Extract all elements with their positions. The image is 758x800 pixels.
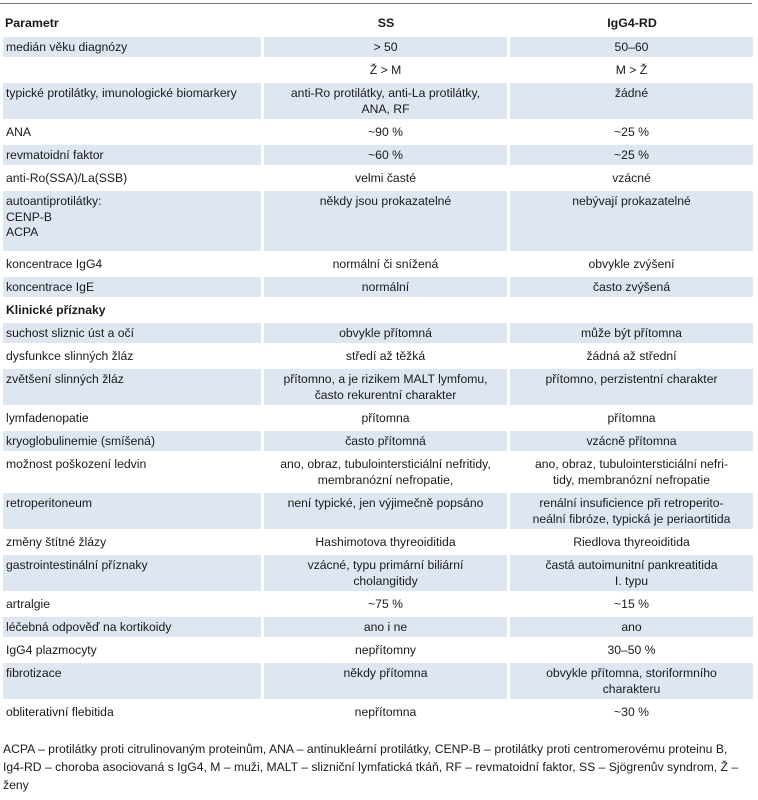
table-row bbox=[3, 277, 750, 297]
cell-ss: není typické, jen výjimečně popsáno bbox=[264, 493, 507, 529]
cell-igg4-rd: častá autoimunitní pankreatitida I. typu bbox=[510, 555, 753, 591]
cell-parametr: lymfadenopatie bbox=[6, 411, 89, 425]
cell-ss: přítomna bbox=[361, 411, 410, 425]
cell-ss: velmi časté bbox=[355, 171, 416, 185]
cell-parametr: medián věku diagnózy bbox=[3, 37, 261, 57]
cell-parametr: zvětšení slinných žláz bbox=[3, 369, 261, 405]
table-top-rule bbox=[0, 3, 752, 4]
column-header-parametr: Parametr bbox=[5, 16, 59, 30]
cell-ss: někdy přítomna bbox=[264, 663, 507, 699]
table-row bbox=[3, 254, 750, 274]
cell-parametr: fibrotizace bbox=[3, 663, 261, 699]
cell-parametr: retroperitoneum bbox=[3, 493, 261, 529]
table-row bbox=[3, 640, 750, 660]
cell-parametr: ANA bbox=[6, 125, 32, 139]
cell-igg4-rd: ano bbox=[510, 617, 753, 637]
cell-igg4-rd: Riedlova thyreoiditida bbox=[573, 535, 690, 549]
cell-ss: obvykle přítomná bbox=[264, 323, 507, 343]
cell-igg4-rd: ~30 % bbox=[614, 705, 649, 719]
table-row bbox=[3, 83, 750, 119]
cell-parametr: anti-Ro(SSA)/La(SSB) bbox=[6, 171, 128, 185]
cell-parametr: suchost sliznic úst a očí bbox=[3, 323, 261, 343]
table-row bbox=[3, 168, 750, 188]
cell-igg4-rd: 50–60 bbox=[510, 37, 753, 57]
cell-parametr: obliterativní flebitida bbox=[6, 705, 114, 719]
table-row bbox=[3, 493, 750, 529]
column-header-igg4-rd: IgG4-RD bbox=[607, 16, 657, 30]
cell-ss: vzácné, typu primární biliární cholangitidy bbox=[264, 555, 507, 591]
table-row bbox=[3, 37, 750, 57]
cell-parametr: koncentrace IgE bbox=[3, 277, 261, 297]
table-row bbox=[3, 702, 750, 722]
cell-ss: normální bbox=[264, 277, 507, 297]
cell-igg4-rd: 30–50 % bbox=[607, 643, 656, 657]
cell-ss: Ž > M bbox=[369, 63, 402, 77]
cell-igg4-rd: ~25 % bbox=[614, 125, 649, 139]
cell-ss: ano i ne bbox=[264, 617, 507, 637]
cell-ss: Hashimotova thyreoiditida bbox=[315, 535, 456, 549]
cell-parametr: koncentrace IgG4 bbox=[6, 257, 103, 271]
cell-ss: často přítomná bbox=[264, 431, 507, 451]
section-row bbox=[3, 300, 750, 320]
cell-igg4-rd: přítomna bbox=[607, 411, 656, 425]
cell-igg4-rd: ano, obraz, tubulointersticiální nefri- tidy, membranózní nefropatie bbox=[534, 457, 729, 487]
cell-igg4-rd: obvykle zvýšení bbox=[588, 257, 675, 271]
cell-ss: > 50 bbox=[264, 37, 507, 57]
cell-parametr: léčebná odpověď na kortikoidy bbox=[3, 617, 261, 637]
cell-igg4-rd: M > Ž bbox=[615, 63, 648, 77]
cell-igg4-rd: renální insuficience při retroperito- neální fibróze, typická je periaortitida bbox=[510, 493, 753, 529]
cell-parametr: možnost poškození ledvin bbox=[6, 457, 147, 471]
cell-parametr: dysfunkce slinných žláz bbox=[6, 349, 134, 363]
cell-ss bbox=[264, 300, 507, 320]
cell-parametr: Klinické příznaky bbox=[6, 303, 106, 317]
table-footnote: ACPA – protilátky proti citrulinovaným proteinům, ANA – antinukleární protilátky, CENP-B – protilátky proti centromerovému proteinu B, Ig4-RD – choroba asociovaná s IgG4, M – muži, MALT – slizniční lymfatická tkáň, RF – revmatoidní faktor, SS – Sjögrenův syndrom, Ž – ženy bbox=[3, 742, 739, 792]
cell-parametr: kryoglobulinemie (smíšená) bbox=[3, 431, 261, 451]
cell-igg4-rd: žádná až střední bbox=[586, 349, 677, 363]
cell-ss: normální či snížená bbox=[332, 257, 439, 271]
cell-parametr: typické protilátky, imunologické biomarkery bbox=[3, 83, 261, 119]
table-row bbox=[3, 617, 750, 637]
cell-ss: středí až těžká bbox=[345, 349, 426, 363]
table-row bbox=[3, 594, 750, 614]
table-row bbox=[3, 191, 750, 251]
cell-igg4-rd: ~25 % bbox=[510, 145, 753, 165]
cell-ss: ~90 % bbox=[368, 125, 403, 139]
column-header-ss: SS bbox=[377, 16, 395, 30]
table-header bbox=[3, 12, 750, 34]
cell-igg4-rd: žádné bbox=[510, 83, 753, 119]
cell-parametr: revmatoidní faktor bbox=[3, 145, 261, 165]
cell-igg4-rd: přítomno, perzistentní charakter bbox=[510, 369, 753, 405]
cell-igg4-rd: ~15 % bbox=[614, 597, 649, 611]
table-row bbox=[3, 663, 750, 699]
cell-igg4-rd bbox=[510, 300, 753, 320]
table-row bbox=[3, 369, 750, 405]
table-row bbox=[3, 431, 750, 451]
table-row bbox=[3, 323, 750, 343]
cell-ss: ~75 % bbox=[368, 597, 403, 611]
cell-parametr: autoantiprotilátky: CENP-B ACPA bbox=[3, 191, 261, 251]
cell-ss: někdy jsou prokazatelné bbox=[264, 191, 507, 251]
table-row bbox=[3, 532, 750, 552]
cell-igg4-rd: obvykle přítomna, storiformního charakteru bbox=[510, 663, 753, 699]
cell-parametr: gastrointestinální příznaky bbox=[3, 555, 261, 591]
table-row bbox=[3, 454, 750, 490]
cell-ss: ano, obraz, tubulointersticiální nefritidy, membranózní nefropatie, bbox=[280, 457, 491, 487]
cell-ss: nepřítomna bbox=[354, 705, 417, 719]
cell-igg4-rd: nebývají prokazatelné bbox=[510, 191, 753, 251]
cell-igg4-rd: vzácné bbox=[612, 171, 651, 185]
table-row bbox=[3, 122, 750, 142]
table-row bbox=[3, 408, 750, 428]
table-row bbox=[3, 346, 750, 366]
cell-ss: nepřítomny bbox=[355, 643, 416, 657]
cell-parametr: změny štítné žlázy bbox=[6, 535, 107, 549]
table-row bbox=[3, 145, 750, 165]
cell-parametr: IgG4 plazmocyty bbox=[6, 643, 97, 657]
cell-igg4-rd: vzácně přítomna bbox=[510, 431, 753, 451]
cell-parametr bbox=[3, 60, 261, 80]
table-row bbox=[3, 555, 750, 591]
cell-ss: ~60 % bbox=[264, 145, 507, 165]
cell-ss: přítomno, a je rizikem MALT lymfomu, často rekurentní charakter bbox=[264, 369, 507, 405]
cell-igg4-rd: může být přítomna bbox=[510, 323, 753, 343]
cell-igg4-rd: často zvýšená bbox=[510, 277, 753, 297]
cell-parametr: artralgie bbox=[6, 597, 51, 611]
cell-ss: anti-Ro protilátky, anti-La protilátky, ANA, RF bbox=[264, 83, 507, 119]
table-row bbox=[3, 60, 750, 80]
